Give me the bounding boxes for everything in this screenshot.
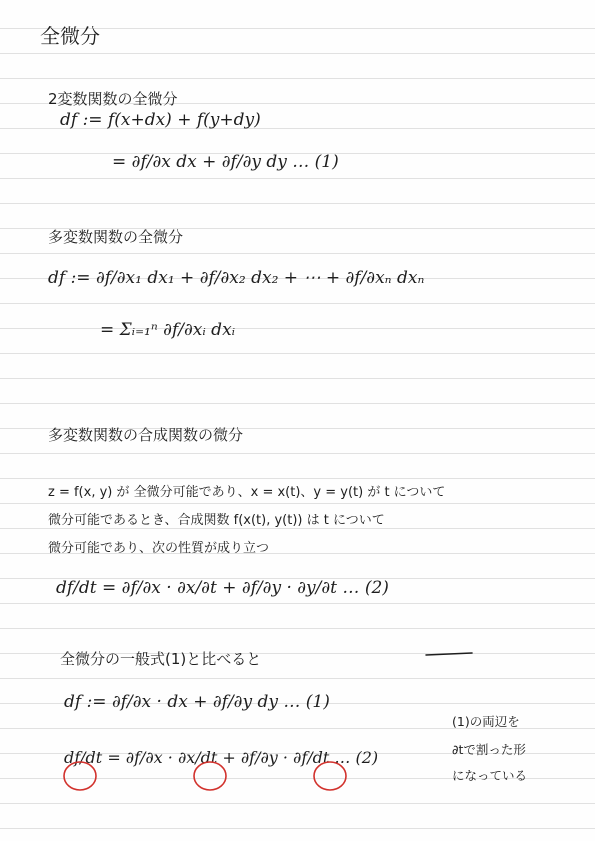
section3-equation: df/dt = ∂f/∂x · ∂x/∂t + ∂f/∂y · ∂y/∂t … (2) (56, 578, 389, 598)
page-title: 全微分 (40, 24, 100, 48)
annotation-note-line1: (1)の両辺を (452, 714, 520, 729)
section3-heading: 多変数関数の合成関数の微分 (48, 426, 244, 444)
annotation-note-line3: になっている (452, 768, 528, 783)
decorative-dash (426, 653, 472, 655)
red-circle-dt-1 (64, 762, 96, 790)
section1-heading: 2変数関数の全微分 (48, 90, 178, 108)
section1-equation-line2: = ∂f/∂x dx + ∂f/∂y dy … (1) (112, 152, 339, 172)
section4-equation-line2: df/dt = ∂f/∂x · ∂x/dt + ∂f/∂y · ∂f/dt … (2) (64, 748, 379, 767)
section2-equation-line1: df := ∂f/∂x₁ dx₁ + ∂f/∂x₂ dx₂ + ⋯ + ∂f/∂xₙ dxₙ (48, 268, 425, 288)
red-circle-dt-3 (314, 762, 346, 790)
annotation-note-line2: ∂tで割った形 (452, 742, 526, 757)
section3-text-line2: 微分可能であるとき、合成関数 f(x(t), y(t)) は t について (48, 513, 385, 528)
red-circle-dt-2 (194, 762, 226, 790)
section1-equation-line1: df := f(x+dx) + f(y+dy) (60, 110, 261, 130)
section2-equation-line2: = Σᵢ₌₁ⁿ ∂f/∂xᵢ dxᵢ (100, 320, 236, 340)
section4-equation-line1: df := ∂f/∂x · dx + ∂f/∂y dy … (1) (64, 692, 330, 712)
section2-heading: 多変数関数の全微分 (48, 228, 184, 246)
section4-heading: 全微分の一般式(1)と比べると (60, 650, 262, 668)
section3-text-line3: 微分可能であり、次の性質が成り立つ (48, 541, 270, 556)
section3-text-line1: z = f(x, y) が 全微分可能であり、x = x(t)、y = y(t) が t について (48, 485, 446, 500)
